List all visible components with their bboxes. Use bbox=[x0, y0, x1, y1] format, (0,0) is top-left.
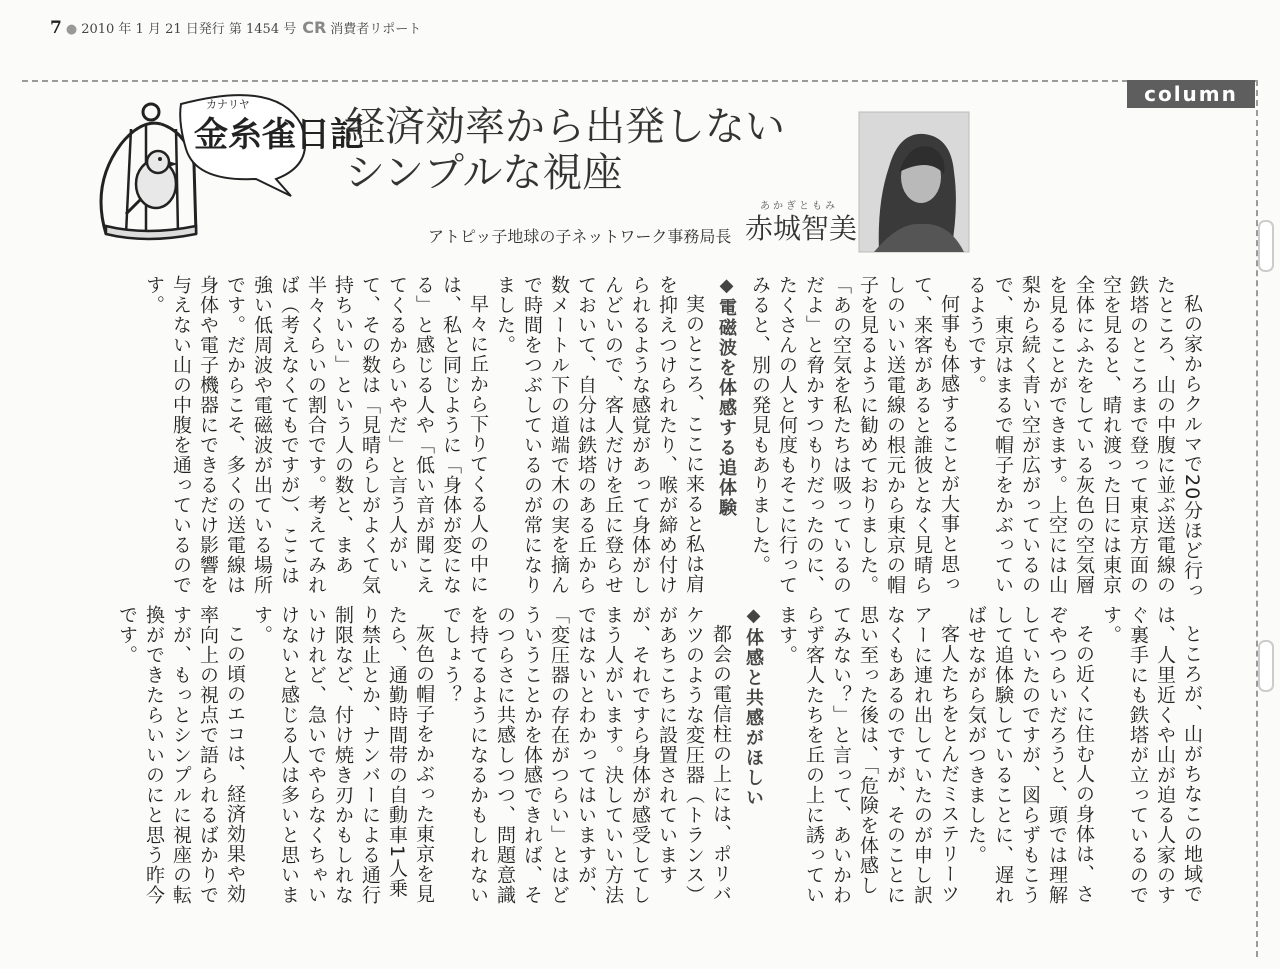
birdcage-logo-icon bbox=[86, 84, 364, 240]
author-affiliation: アトピッ子地球の子ネットワーク事務局長 bbox=[428, 227, 732, 246]
issue-info: 2010 年 1 月 21 日発行 第 1454 号 bbox=[81, 22, 297, 37]
author-name-ruby: あかぎともみ bbox=[760, 201, 838, 212]
logo-title: 金糸雀日記 bbox=[194, 115, 364, 155]
paragraph: 灰色の帽子をかぶった東京を見たら、通勤時間帯の自動車1人乗り禁止とか、ナンバーによる通行制限など、付け焼き刃かもしれないけれど、急いでやらなくちゃいけないと感じる人は多いと思います。 bbox=[251, 605, 435, 905]
bullet-icon: ● bbox=[65, 22, 78, 37]
paragraph: 私の家からクルマで20分ほど行ったところ、山の中腹に並ぶ送電線の鉄塔のところまで登って東京方面の空を見ると、晴れ渡った日には東京全体にふたをしている灰色の空気層を見ることができます。上空には山梨から続く青い空が広がっているので、東京はまるで帽子をかぶっているようです。 bbox=[965, 275, 1203, 601]
article-body-upper bbox=[93, 275, 1205, 605]
author-photo bbox=[859, 112, 969, 252]
title-line-1: 経済効率から出発しない bbox=[345, 104, 785, 150]
paragraph: 早々に丘から下りてくる人の中には、私と同じように「身体が変になる」と感じる人や「低い音が聞こえてくるからいやだ」と言う人がいて、その数は「見晴らしがよくて気持ちいい」という人の数と、まあ半々くらいの割合です。考えてみれば（考えなくてもですが）、ここは強い低周波や電磁波が出ている場所です。だからこそ、多くの送電線は身体や電子機器にできるだけ影響を与えない山の中腹を通っているのです。 bbox=[143, 275, 489, 595]
article-title bbox=[345, 104, 785, 196]
paragraph: 何事も体感することが大事と思って、来客があると誰彼となく見晴らしのいい送電線の根元から東京の帽子を見るように勧めておりました。「あの空気を私たちは吸っているのだよ」と脅かすつもりだったのに、たくさんの人と何度もそこに行ってみると、別の発見もありました。 bbox=[749, 275, 960, 595]
section-heading: ◆体感と共感がほしい bbox=[743, 605, 764, 808]
article-body-lower bbox=[93, 605, 1205, 915]
publication-name: 消費者リポート bbox=[330, 22, 422, 37]
paragraph: その近くに住む人の身体は、さぞやつらいだろうと、頭では理解していたのですが、図らずもこうして追体験していることに、遅ればせながら気がつきました。 bbox=[965, 605, 1095, 905]
page-number: 7 bbox=[50, 18, 62, 38]
page-header bbox=[50, 18, 421, 38]
title-line-2: シンプルな視座 bbox=[345, 150, 623, 196]
paragraph: ところが、山がちなこの地域では、人里近くや山が迫る人家のすぐ裏手にも鉄塔が立っているのです。 bbox=[1100, 605, 1203, 905]
paragraph: 実のところ、ここに来ると私は肩を抑えつけられたり、喉が締め付けられるような感覚があって身体がしんどいので、客人だけを丘に登らせておいて、自分は鉄塔のある丘から数メートル下の道端で木の実を摘んで時間をつぶしているのが常になりました。 bbox=[494, 275, 705, 595]
author-name: 赤城智美 bbox=[745, 212, 858, 245]
binder-hole bbox=[1258, 640, 1274, 692]
logo-ruby: カナリヤ bbox=[206, 98, 250, 111]
section-heading: ◆電磁波を体感する追体験 bbox=[716, 275, 737, 518]
paragraph: 客人たちをとんだミステリーツアーに連れ出していたのが申し訳なくもあるのですが、そのことに思い至った後は、「危険を体感してみない？」と言って、あいかわらず客人たちを丘の上に誘っています。 bbox=[776, 605, 960, 905]
paragraph: 都会の電信柱の上には、ポリバケツのような変圧器（トランス）があちこちに設置されていますが、それですら身体が感受してしまう人がいます。決していい方法ではないとわかってはいますが、「変圧器の存在がつらい」とはどういうことかを体感できれば、そのつらさに共感しつつ、問題意識を持てるようになるかもしれないでしょう？ bbox=[440, 605, 732, 905]
binder-hole bbox=[1258, 220, 1274, 272]
paragraph: この頃のエコは、経済効果や効率向上の視点で語られるばかりですが、もっとシンプルに視座の転換ができたらいいのにと思う昨今です。 bbox=[116, 605, 246, 905]
cr-logo: CR bbox=[302, 18, 327, 37]
column-tag: column bbox=[1127, 80, 1255, 108]
